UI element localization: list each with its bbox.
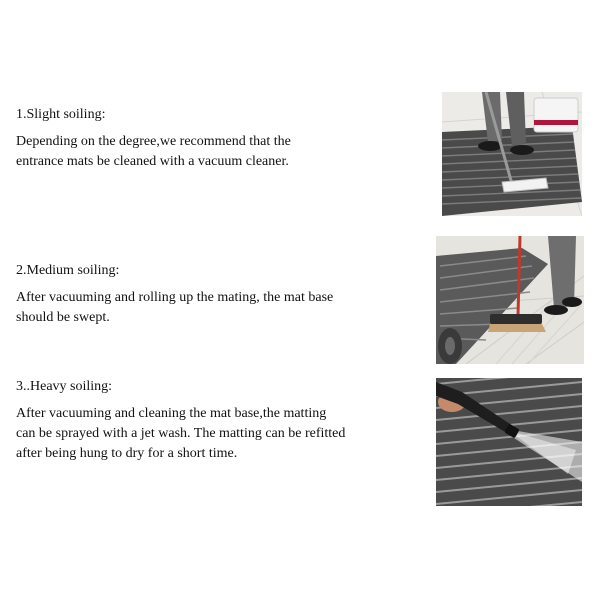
section-text-line: can be sprayed with a jet wash. The matting can be refitted <box>16 426 346 441</box>
section-heading: 1.Slight soiling: <box>16 107 106 122</box>
section-heading: 3..Heavy soiling: <box>16 379 113 394</box>
vacuum-cleaning-photo <box>442 92 582 216</box>
section-heavy-soiling <box>16 378 416 464</box>
broom-sweeping-photo <box>436 236 584 364</box>
section-text-line: Depending on the degree,we recommend that the <box>16 134 291 149</box>
jet-wash-photo <box>436 378 582 506</box>
section-text-line: After vacuuming and rolling up the mating, the mat base <box>16 290 334 305</box>
section-text-line: should be swept. <box>16 310 110 325</box>
section-text-line: entrance mats be cleaned with a vacuum cleaner. <box>16 154 289 169</box>
section-slight-soiling <box>16 106 416 172</box>
section-medium-soiling <box>16 262 416 328</box>
section-text-line: After vacuuming and cleaning the mat base,the matting <box>16 406 327 421</box>
section-text-line: after being hung to dry for a short time. <box>16 446 238 461</box>
section-heading: 2.Medium soiling: <box>16 263 120 278</box>
